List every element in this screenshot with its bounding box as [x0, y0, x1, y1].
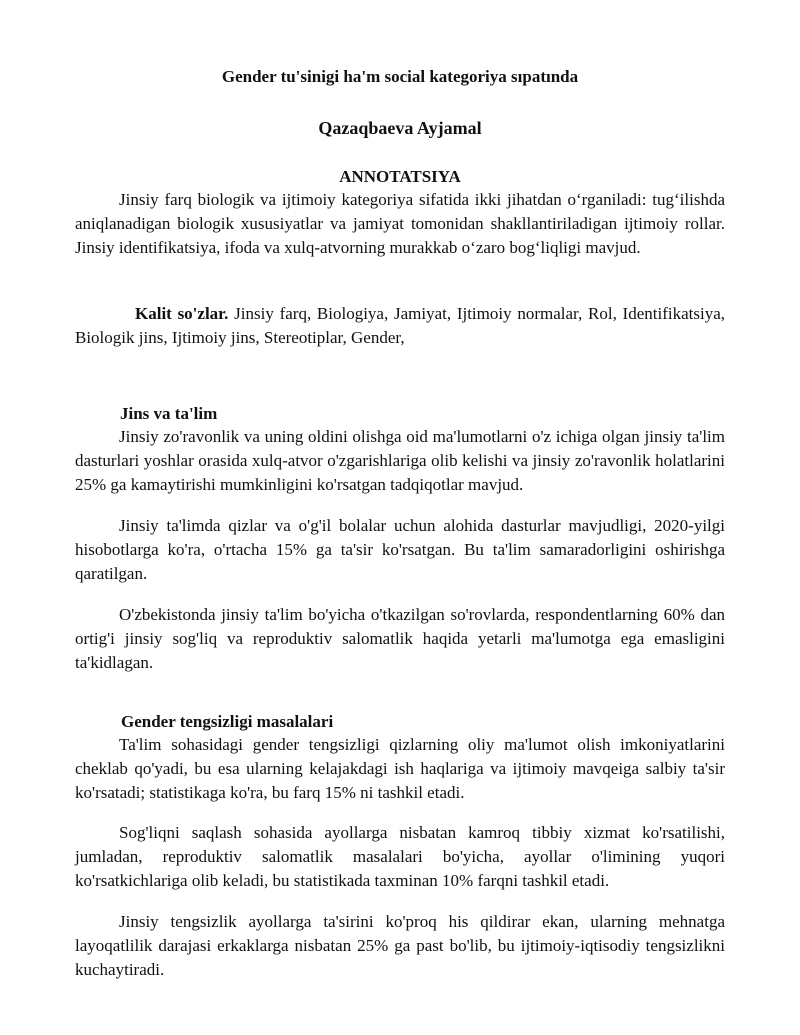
keywords-label: Kalit so'zlar.: [135, 304, 229, 323]
annotation-heading: ANNOTATSIYA: [339, 167, 461, 186]
section-heading-jins-talim: Jins va ta'lim: [120, 404, 218, 423]
section1-p1: [75, 425, 725, 497]
keywords-list: Jinsiy farq, Biologiya, Jamiyat, Ijtimoiy normalar, Rol, Identifikatsiya, Biologik jins, Ijtimoiy jins, Stereotiplar, Gender,: [75, 304, 725, 347]
document-title: Gender tu'sinigi ha'm social kategoriya sıpatında: [221, 67, 579, 86]
keywords-block: [75, 302, 725, 350]
keywords-paragraph: [75, 302, 725, 350]
annotation-paragraph: Jinsiy farq biologik va ijtimoiy kategoriya sifatida ikki jihatdan o‘rganiladi: tug‘ilishda aniqlanadigan biologik xususiyatlar va jamiyat tomonidan shakllantiriladigan ijtimoiy rollar. Jinsiy identifikatsiya, ifoda va xulq-atvorning murakkab o‘zaro bog‘liqligi mavjud.: [75, 190, 725, 257]
section1-p3: [75, 603, 725, 675]
paragraph: Ta'lim sohasidagi gender tengsizligi qizlarning oliy ma'lumot olish imkoniyatlarini cheklab qo'yadi, bu esa ularning kelajakdagi ish haqlariga va ijtimoiy mavqeiga salbiy ta'sir ko'rsatadi; statistikaga ko'ra, bu farq 15% ni tashkil etadi.: [75, 735, 725, 802]
paragraph: Jinsiy ta'limda qizlar va o'g'il bolalar uchun alohida dasturlar mavjudligi, 2020-yilgi hisobotlarga ko'ra, o'rtacha 15% ga ta'sir ko'rsatgan. Bu ta'lim samaradorligini oshirishga qaratilgan.: [75, 516, 725, 583]
section1-p2: [75, 514, 725, 586]
section-heading-gender-tengsizligi: Gender tengsizligi masalalari: [121, 712, 334, 731]
section2-p1: [75, 733, 725, 805]
annotation-block: [75, 188, 725, 260]
section2-p2: [75, 821, 725, 893]
section2-p3: [75, 910, 725, 982]
paragraph: O'zbekistonda jinsiy ta'lim bo'yicha o'tkazilgan so'rovlarda, respondentlarning 60% dan ortig'i jinsiy sog'liq va reproduktiv salomatlik haqida yetarli ma'lumotga ega emasligini ta'kidlagan.: [75, 605, 725, 672]
paragraph: Jinsiy zo'ravonlik va uning oldini olishga oid ma'lumotlarni o'z ichiga olgan jinsiy ta'lim dasturlari yoshlar orasida xulq-atvor o'zgarishlariga olib kelishi va jinsiy zo'ravonlik holatlarini 25% ga kamaytirishi mumkinligini ko'rsatgan tadqiqotlar mavjud.: [75, 427, 725, 494]
paragraph: Sog'liqni saqlash sohasida ayollarga nisbatan kamroq tibbiy xizmat ko'rsatilishi, jumladan, reproduktiv salomatlik masalalari bo'yicha, ayollar o'limining yuqori ko'rsatkichlariga olib keladi, bu statistikada taxminan 10% farqni tashkil etadi.: [75, 823, 725, 890]
document-author: Qazaqbaeva Ayjamal: [318, 118, 482, 138]
paragraph: Jinsiy tengsizlik ayollarga ta'sirini ko'proq his qildirar ekan, ularning mehnatga layoqatlilik darajasi erkaklarga nisbatan 25% ga past bo'lib, bu ijtimoiy-iqtisodiy tengsizlikni kuchaytiradi.: [75, 912, 725, 979]
